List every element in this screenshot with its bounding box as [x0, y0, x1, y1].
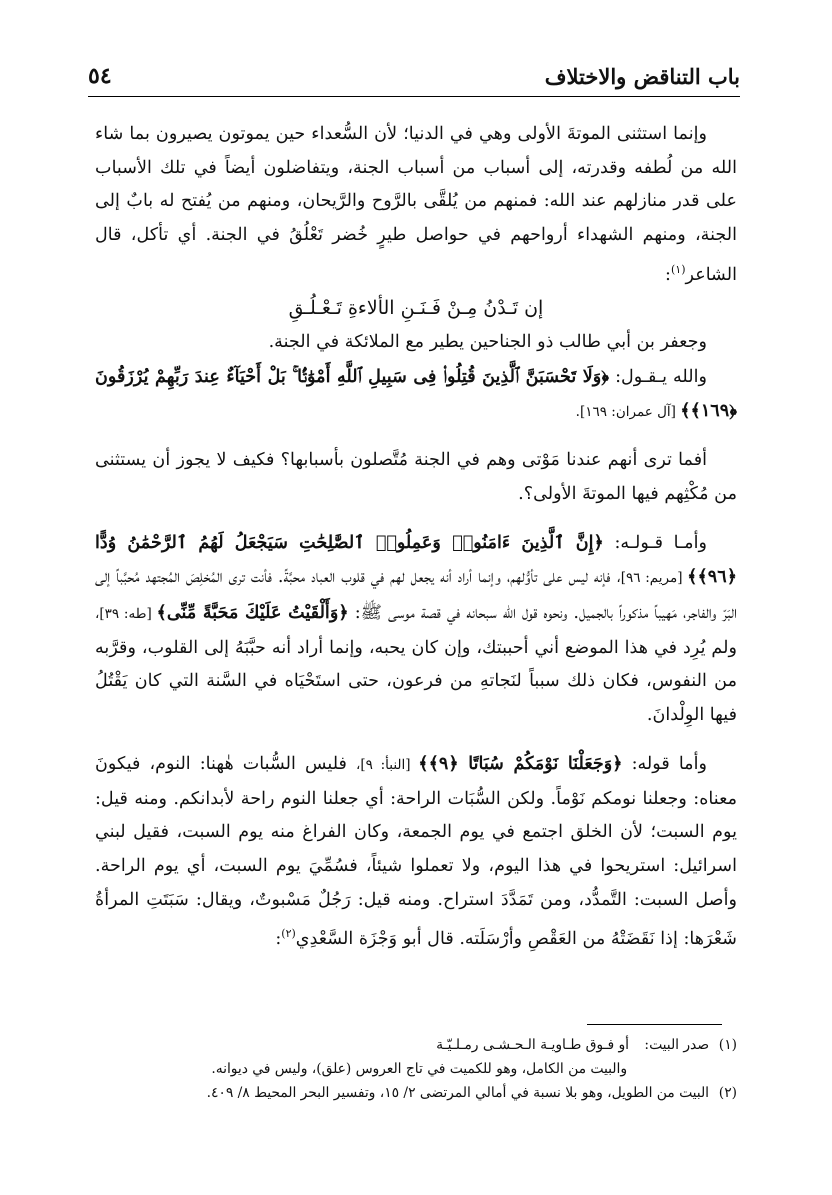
footnote-number: (١)	[718, 1037, 737, 1053]
quran-reference: [آل عمران: ١٦٩].	[575, 404, 681, 421]
paragraph-6: وأما قوله: ﴿وَجَعَلْنَا نَوْمَكُمْ سُبَاتًا ﴿٩﴾﴾ [النبأ: ٩]، فليس السُّبات هٰهنا: النوم، فيكونَ معناه: وجعلنا نومكم نَوْماً. ولكن السُّبَات الراحة: أي جعلنا النوم راحة لأبدانكم. ومنه قيل: يوم السبت؛ لأن الخلق اجتمع في يوم الجمعة، وكان الفراغ منه يوم السبت، فقيل لبني اسرائيل: استريحوا في هذا اليوم، ولا تعملوا شيئاً، فسُمِّيَ يوم السبت، أي يوم الراحة. وأصل السبت: التَّمدُّد، ومن تَمَدَّدَ استراح. ومنه قيل: رَجُلٌ مَسْبوتٌ، ويقال: سَبَتَتِ المرأةُ شَعْرَها: إذا نَقَضَتْهُ من العَقْصِ وأرْسَلَته. قال أبو وَجْزَة السَّعْدِي$^{(٢)}$:	[95, 752, 737, 950]
footnotes	[95, 1033, 737, 1105]
poetry-verse: إن تَـدْنُ مِـنْ فَـنَـنِ الألاءةِ تَـعْـلُـقِ	[288, 297, 544, 320]
paragraph-4: أفما ترى أنهم عندنا مَوْتى وهم في الجنة مُتَّصلون بأسبابها؟ فكيف لا يجوز أن يستثنى من مُكْثِهم فيها الموتةَ الأولى؟.	[95, 450, 737, 504]
spacer	[95, 512, 737, 526]
footnote-number: (٢)	[718, 1085, 737, 1101]
footnote-ref-2: (٢)	[281, 927, 296, 941]
quran-reference: [طه: ٣٩]،	[95, 606, 157, 622]
footnote-verse: أو فـوق طـاويـة الـحـشـى رمـلـيّـة	[436, 1037, 629, 1053]
main-text	[95, 118, 737, 957]
footnote-ref-1: (١)	[670, 262, 686, 276]
paragraph-3: والله يـقـول: ﴿وَلَا تَحْسَبَنَّ ٱلَّذِينَ قُتِلُوا۟ فِى سَبِيلِ ٱللَّهِ أَمْوَٰتًۢا ۚ بَلْ أَحْيَآءٌ عِندَ رَبِّهِمْ يُرْزَقُونَ ﴿١٦٩﴾﴾ [آل عمران: ١٦٩].	[95, 365, 737, 422]
footnote-2	[95, 1081, 737, 1105]
paragraph-5: وأمـا قـولـه: ﴿إِنَّ ٱلَّذِينَ ءَامَنُوا۟ وَعَمِلُوا۟ ٱلصَّٰلِحَٰتِ سَيَجْعَلُ لَهُمُ ٱلرَّحْمَٰنُ وُدًّا ﴿٩٦﴾﴾ [مريم: ٩٦]، فإنه ليس على تأوُّلهم، وإنما أراد أنه يجعل لهم في قلوب العباد محبَّةً. فأنت ترى المُخلِصَ المُجتهد مُحبَّباً إلى البَرّ والفاجر، مَهيباً مذكوراً بالجميل. ونحوه قول الله سبحانه في قصة موسى ﷺ: ﴿وَأَلْقَيْتُ عَلَيْكَ مَحَبَّةً مِّنِّى﴾ [طه: ٣٩]، ولم يُرِد في هذا الموضع أني أحببتك، وإن كان يحبه، وإنما أراد أنه حبَّبَهُ إلى القلوب، وقرَّبه من النفوس، فكان ذلك سبباً لنَجاتهِ من فرعون، حتى استَحْيَاه في السَّنة التي كان يَقْتُلُ فيها الوِلْدانَ.	[95, 531, 737, 726]
footnote-1-continuation: والبيت من الكامل، وهو للكميت في تاج العروس (علق)، وليس في ديوانه.	[211, 1061, 627, 1077]
page-header	[88, 56, 740, 97]
quran-reference: [مريم: ٩٦]،	[616, 570, 688, 587]
quran-reference: [النبأ: ٩]،	[355, 756, 419, 773]
quran-quote: ﴿وَلَا تَحْسَبَنَّ ٱلَّذِينَ قُتِلُوا۟ فِى سَبِيلِ ٱللَّهِ أَمْوَٰتًۢا ۚ بَلْ أَحْيَآءٌ عِندَ رَبِّهِمْ يُرْزَقُونَ ﴿١٦٩﴾﴾	[95, 365, 737, 422]
spacer	[95, 733, 737, 747]
footnote-label: صدر البيت:	[644, 1037, 709, 1053]
chapter-title: باب التناقض والاختلاف	[544, 63, 740, 89]
footnote-text: البيت من الطويل، وهو بلا نسبة في أمالي المرتضى ٢/ ١٥، وتفسير البحر المحيط ٨/ ٤٠٩.	[206, 1085, 709, 1101]
spacer	[95, 430, 737, 444]
quran-quote: ﴿وَأَلْقَيْتُ عَلَيْكَ مَحَبَّةً مِّنِّى﴾	[156, 602, 349, 623]
page-number: ٥٤	[88, 63, 112, 89]
footnote-divider	[587, 1024, 722, 1025]
paragraph-1: وإنما استثنى الموتةَ الأولى وهي في الدنيا؛ لأن السُّعداء حين يموتون يصيرون بما شاء الله من لُطفه وقدرته، إلى أسباب من أسباب الجنة، ويتفاضلون أيضاً في تلك الأسباب على قدر منازلهم عند الله: فمنهم من يُلقَّى بالرَّوح والرَّيحان، ومنهم من يُفتح له بابٌ إلى الجنة، ومنهم الشهداء أرواحهم في حواصل طيرٍ خُضر تَعْلُقُ في الجنة. أي تأكل، قال الشاعر$^{(١)}$:	[95, 124, 737, 285]
quran-quote: ﴿إِنَّ ٱلَّذِينَ ءَامَنُوا۟ وَعَمِلُوا۟ ٱلصَّٰلِحَٰتِ سَيَجْعَلُ لَهُمُ ٱلرَّحْمَٰنُ وُدًّا ﴿٩٦﴾﴾	[95, 531, 737, 588]
footnote-1	[95, 1033, 737, 1057]
paragraph-2: وجعفر بن أبي طالب ذو الجناحين يطير مع الملائكة في الجنة.	[268, 332, 707, 353]
quran-quote: ﴿وَجَعَلْنَا نَوْمَكُمْ سُبَاتًا ﴿٩﴾﴾	[418, 752, 623, 774]
